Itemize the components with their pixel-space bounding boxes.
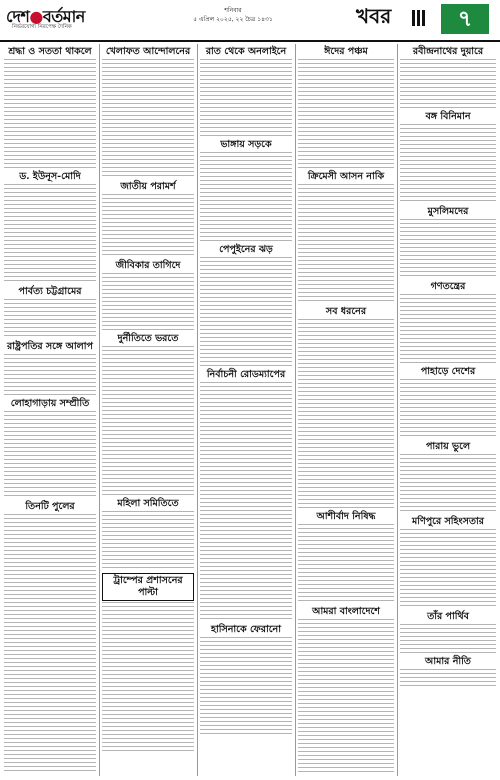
article-body <box>102 511 194 571</box>
column-3 <box>200 44 292 774</box>
page-number: ৭ <box>441 4 489 34</box>
article-body <box>200 59 292 137</box>
article-body <box>400 59 496 109</box>
article-body <box>102 602 194 752</box>
day-label: শনিবার <box>224 7 242 14</box>
article-body <box>298 184 394 304</box>
article-body <box>400 124 496 204</box>
headline[interactable]: মহিলা সমিতিতে <box>117 498 179 509</box>
headline[interactable]: পার্বত্য চট্টগ্রামের <box>18 286 82 297</box>
headline[interactable]: গণতন্ত্রের <box>430 281 466 292</box>
headline[interactable]: আমরা বাংলাদেশে <box>312 606 380 617</box>
article-body <box>400 624 496 654</box>
article-body <box>4 184 96 284</box>
headline[interactable]: রাষ্ট্রপতির সঙ্গে আলাপ <box>7 341 93 352</box>
article-body <box>298 524 394 604</box>
article-body <box>298 59 394 169</box>
headline[interactable]: তাঁর পার্থিব <box>427 611 469 622</box>
headline[interactable]: দুর্নীতিতে ভরতে <box>117 333 179 344</box>
column-divider <box>295 44 296 776</box>
headline[interactable]: খেলাফত আন্দোলনের <box>105 46 191 57</box>
article-body <box>4 514 96 774</box>
headline[interactable]: পারায় ভুলে <box>425 441 471 452</box>
article-body <box>400 219 496 279</box>
headline[interactable]: মুসলিমদের <box>427 206 469 217</box>
column-5 <box>400 44 496 774</box>
headline[interactable]: তিনটি পুলের <box>25 501 75 512</box>
article-body <box>400 529 496 609</box>
column-divider <box>99 44 100 776</box>
column-2 <box>102 44 194 774</box>
headline[interactable]: রাত থেকে অনলাইনে <box>205 46 287 57</box>
column-divider <box>197 44 198 776</box>
headline[interactable]: নির্বাচনী রোডম্যাপের <box>206 369 286 380</box>
headline[interactable]: রবীন্দ্রনাথের দুয়ারে <box>412 46 484 57</box>
logo-left: দেশ <box>6 7 30 26</box>
article-body <box>200 637 292 737</box>
headline[interactable]: হাসিনাকে ফেরানো <box>211 624 281 635</box>
article-body <box>400 669 496 689</box>
date-label: ৫ এপ্রিল ২০২৫, ২২ চৈত্র ১৪৩১ <box>193 16 273 23</box>
article-body <box>4 299 96 339</box>
article-body <box>400 379 496 439</box>
headline[interactable]: আশীর্বাদ নিষিদ্ধ <box>316 511 376 522</box>
article-body <box>200 382 292 622</box>
logo-right: বর্তমান <box>42 7 85 26</box>
decorative-bars <box>412 10 427 30</box>
article-body <box>200 257 292 367</box>
article-body <box>298 619 394 774</box>
tagline: নির্ভরযোগ্য নিরপেক্ষ দৈনিক <box>12 24 72 30</box>
dateline <box>178 6 288 24</box>
article-body <box>102 59 194 179</box>
article-body <box>400 454 496 514</box>
headline[interactable]: জীবিকার তাগিদে <box>115 260 181 271</box>
article-body <box>4 411 96 499</box>
headline[interactable]: বঙ্গ বিনিমান <box>425 111 471 122</box>
article-body <box>4 59 96 169</box>
headline[interactable]: ভাঙ্গায় সড়কে <box>220 139 272 150</box>
headline[interactable]: ট্রাম্পের প্রশাসনের পাল্টা <box>102 573 194 601</box>
headline[interactable]: আমার নীতি <box>425 656 471 667</box>
masthead <box>0 0 500 42</box>
headline[interactable]: মণিপুরে সহিংসতার <box>412 516 484 527</box>
headline[interactable]: জাতীয় পরামর্শ <box>120 181 176 192</box>
headline[interactable]: পেপুইনের ঝড় <box>219 244 273 255</box>
article-body <box>400 294 496 364</box>
article-body <box>298 319 394 509</box>
logo-dot: ● <box>29 7 43 26</box>
article-body <box>4 354 96 396</box>
article-body <box>102 194 194 258</box>
article-body <box>200 152 292 242</box>
headline[interactable]: ক্রিমেসী আসন নাকি <box>307 171 385 182</box>
headline[interactable]: শ্রদ্ধা ও সততা থাকলে <box>8 46 92 57</box>
column-4 <box>298 44 394 774</box>
section-title: খবর <box>356 4 392 28</box>
article-body <box>102 273 194 331</box>
column-1 <box>4 44 96 774</box>
headline[interactable]: ঈদের পঞ্চম <box>324 46 368 57</box>
article-body <box>102 346 194 496</box>
headline[interactable]: পাহাড়ে দেশের <box>420 366 476 377</box>
headline[interactable]: ড. ইউনূস-মোদি <box>19 171 81 182</box>
headline[interactable]: সব ধরনের <box>325 306 367 317</box>
headline[interactable]: লোহাগাড়ায় সম্প্রীতি <box>10 398 90 409</box>
column-divider <box>397 44 398 776</box>
